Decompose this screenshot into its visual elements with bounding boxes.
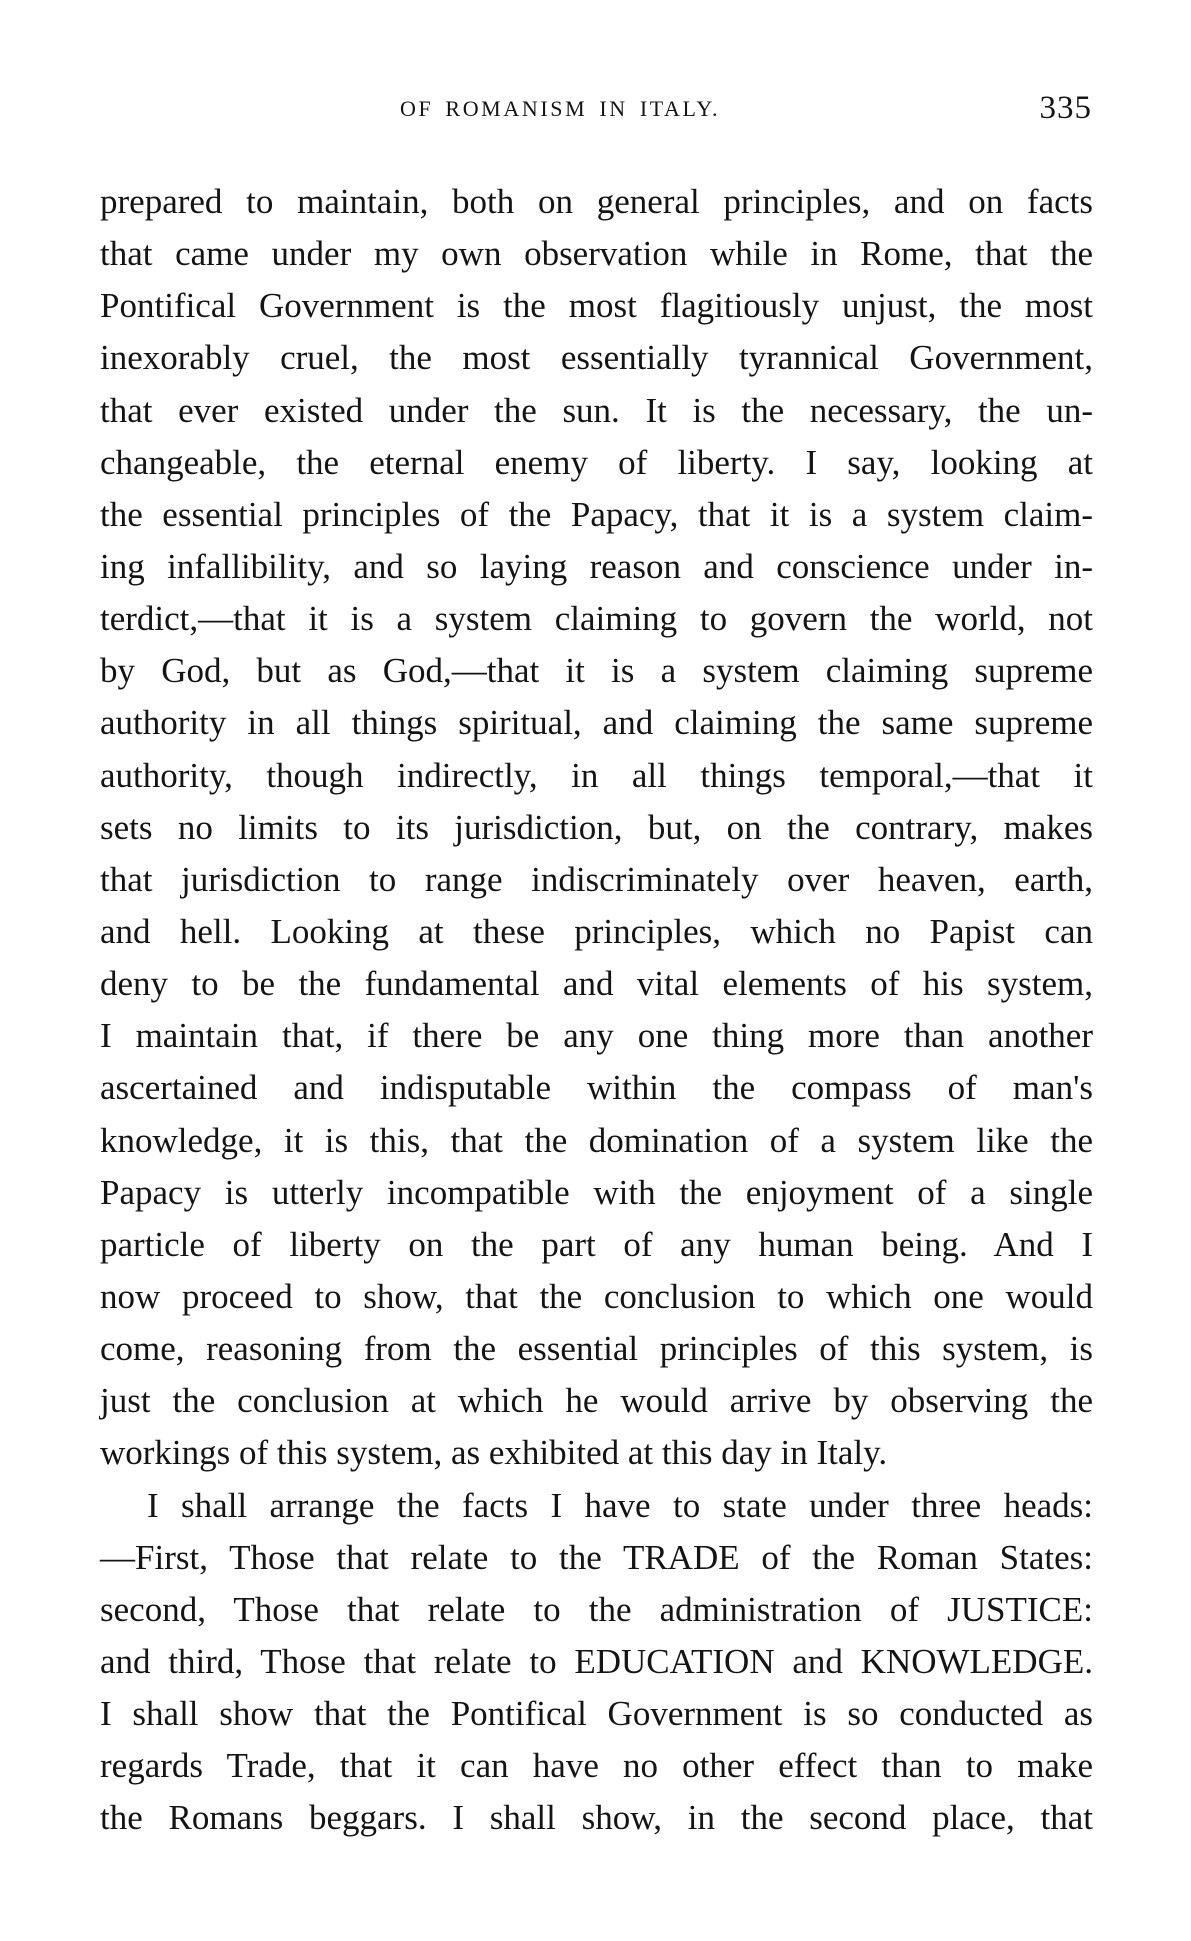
text-line: the Romans beggars. I shall show, in the second place, that <box>100 1798 1093 1838</box>
text-line: now proceed to show, that the conclusion to which one would <box>100 1276 1093 1316</box>
text-line: prepared to maintain, both on general principles, and on facts <box>100 182 1093 221</box>
text-line: ascertained and indisputable within the compass of man's <box>100 1068 1093 1108</box>
text-line: terdict,—that it is a system claiming to govern the world, not <box>100 599 1093 639</box>
text-line: I shall show that the Pontifical Government is so conducted as <box>100 1694 1093 1734</box>
text-line: come, reasoning from the essential principles of this system, is <box>100 1329 1093 1369</box>
running-head <box>100 90 1092 136</box>
text-line: just the conclusion at which he would arrive by observing the <box>100 1381 1093 1421</box>
text-line: Pontifical Government is the most flagitiously unjust, the most <box>100 286 1093 326</box>
text-line: ing infallibility, and so laying reason and conscience under in- <box>100 546 1093 586</box>
text-line: and hell. Looking at these principles, which no Papist can <box>100 911 1093 951</box>
running-title: OF ROMANISM IN ITALY. <box>400 96 721 121</box>
text-line: particle of liberty on the part of any human being. And I <box>100 1224 1093 1264</box>
text-line: by God, but as God,—that it is a system claiming supreme <box>100 651 1093 691</box>
text-line: —First, Those that relate to the TRADE of the Roman States: <box>100 1537 1093 1577</box>
text-line: the essential principles of the Papacy, that it is a system claim- <box>100 494 1093 534</box>
text-line: changeable, the eternal enemy of liberty. I say, looking at <box>100 442 1093 482</box>
text-line: second, Those that relate to the administration of JUSTICE: <box>100 1589 1093 1629</box>
text-line: I maintain that, if there be any one thing more than another <box>100 1016 1093 1056</box>
text-line: that ever existed under the sun. It is the necessary, the un- <box>100 390 1093 430</box>
text-line: that jurisdiction to range indiscriminately over heaven, earth, <box>100 859 1093 899</box>
paragraph-end-line: workings of this system, as exhibited at this day in Italy. <box>100 1433 888 1473</box>
paragraph-start-line: I shall arrange the facts I have to state under three heads: <box>147 1485 1093 1525</box>
page-number: 335 <box>1039 90 1092 126</box>
body-text <box>100 176 1093 1845</box>
text-line: sets no limits to its jurisdiction, but, on the contrary, makes <box>100 807 1093 847</box>
text-line: deny to be the fundamental and vital elements of his system, <box>100 964 1093 1004</box>
text-line: authority, though indirectly, in all things temporal,—that it <box>100 755 1093 795</box>
text-line: and third, Those that relate to EDUCATION and KNOWLEDGE. <box>100 1641 1093 1681</box>
text-line: Papacy is utterly incompatible with the enjoyment of a single <box>100 1172 1093 1212</box>
text-line: knowledge, it is this, that the domination of a system like the <box>100 1120 1093 1160</box>
text-line: that came under my own observation while in Rome, that the <box>100 234 1093 274</box>
text-line: authority in all things spiritual, and claiming the same supreme <box>100 703 1093 743</box>
text-line: regards Trade, that it can have no other effect than to make <box>100 1746 1093 1786</box>
text-line: inexorably cruel, the most essentially tyrannical Government, <box>100 338 1093 378</box>
